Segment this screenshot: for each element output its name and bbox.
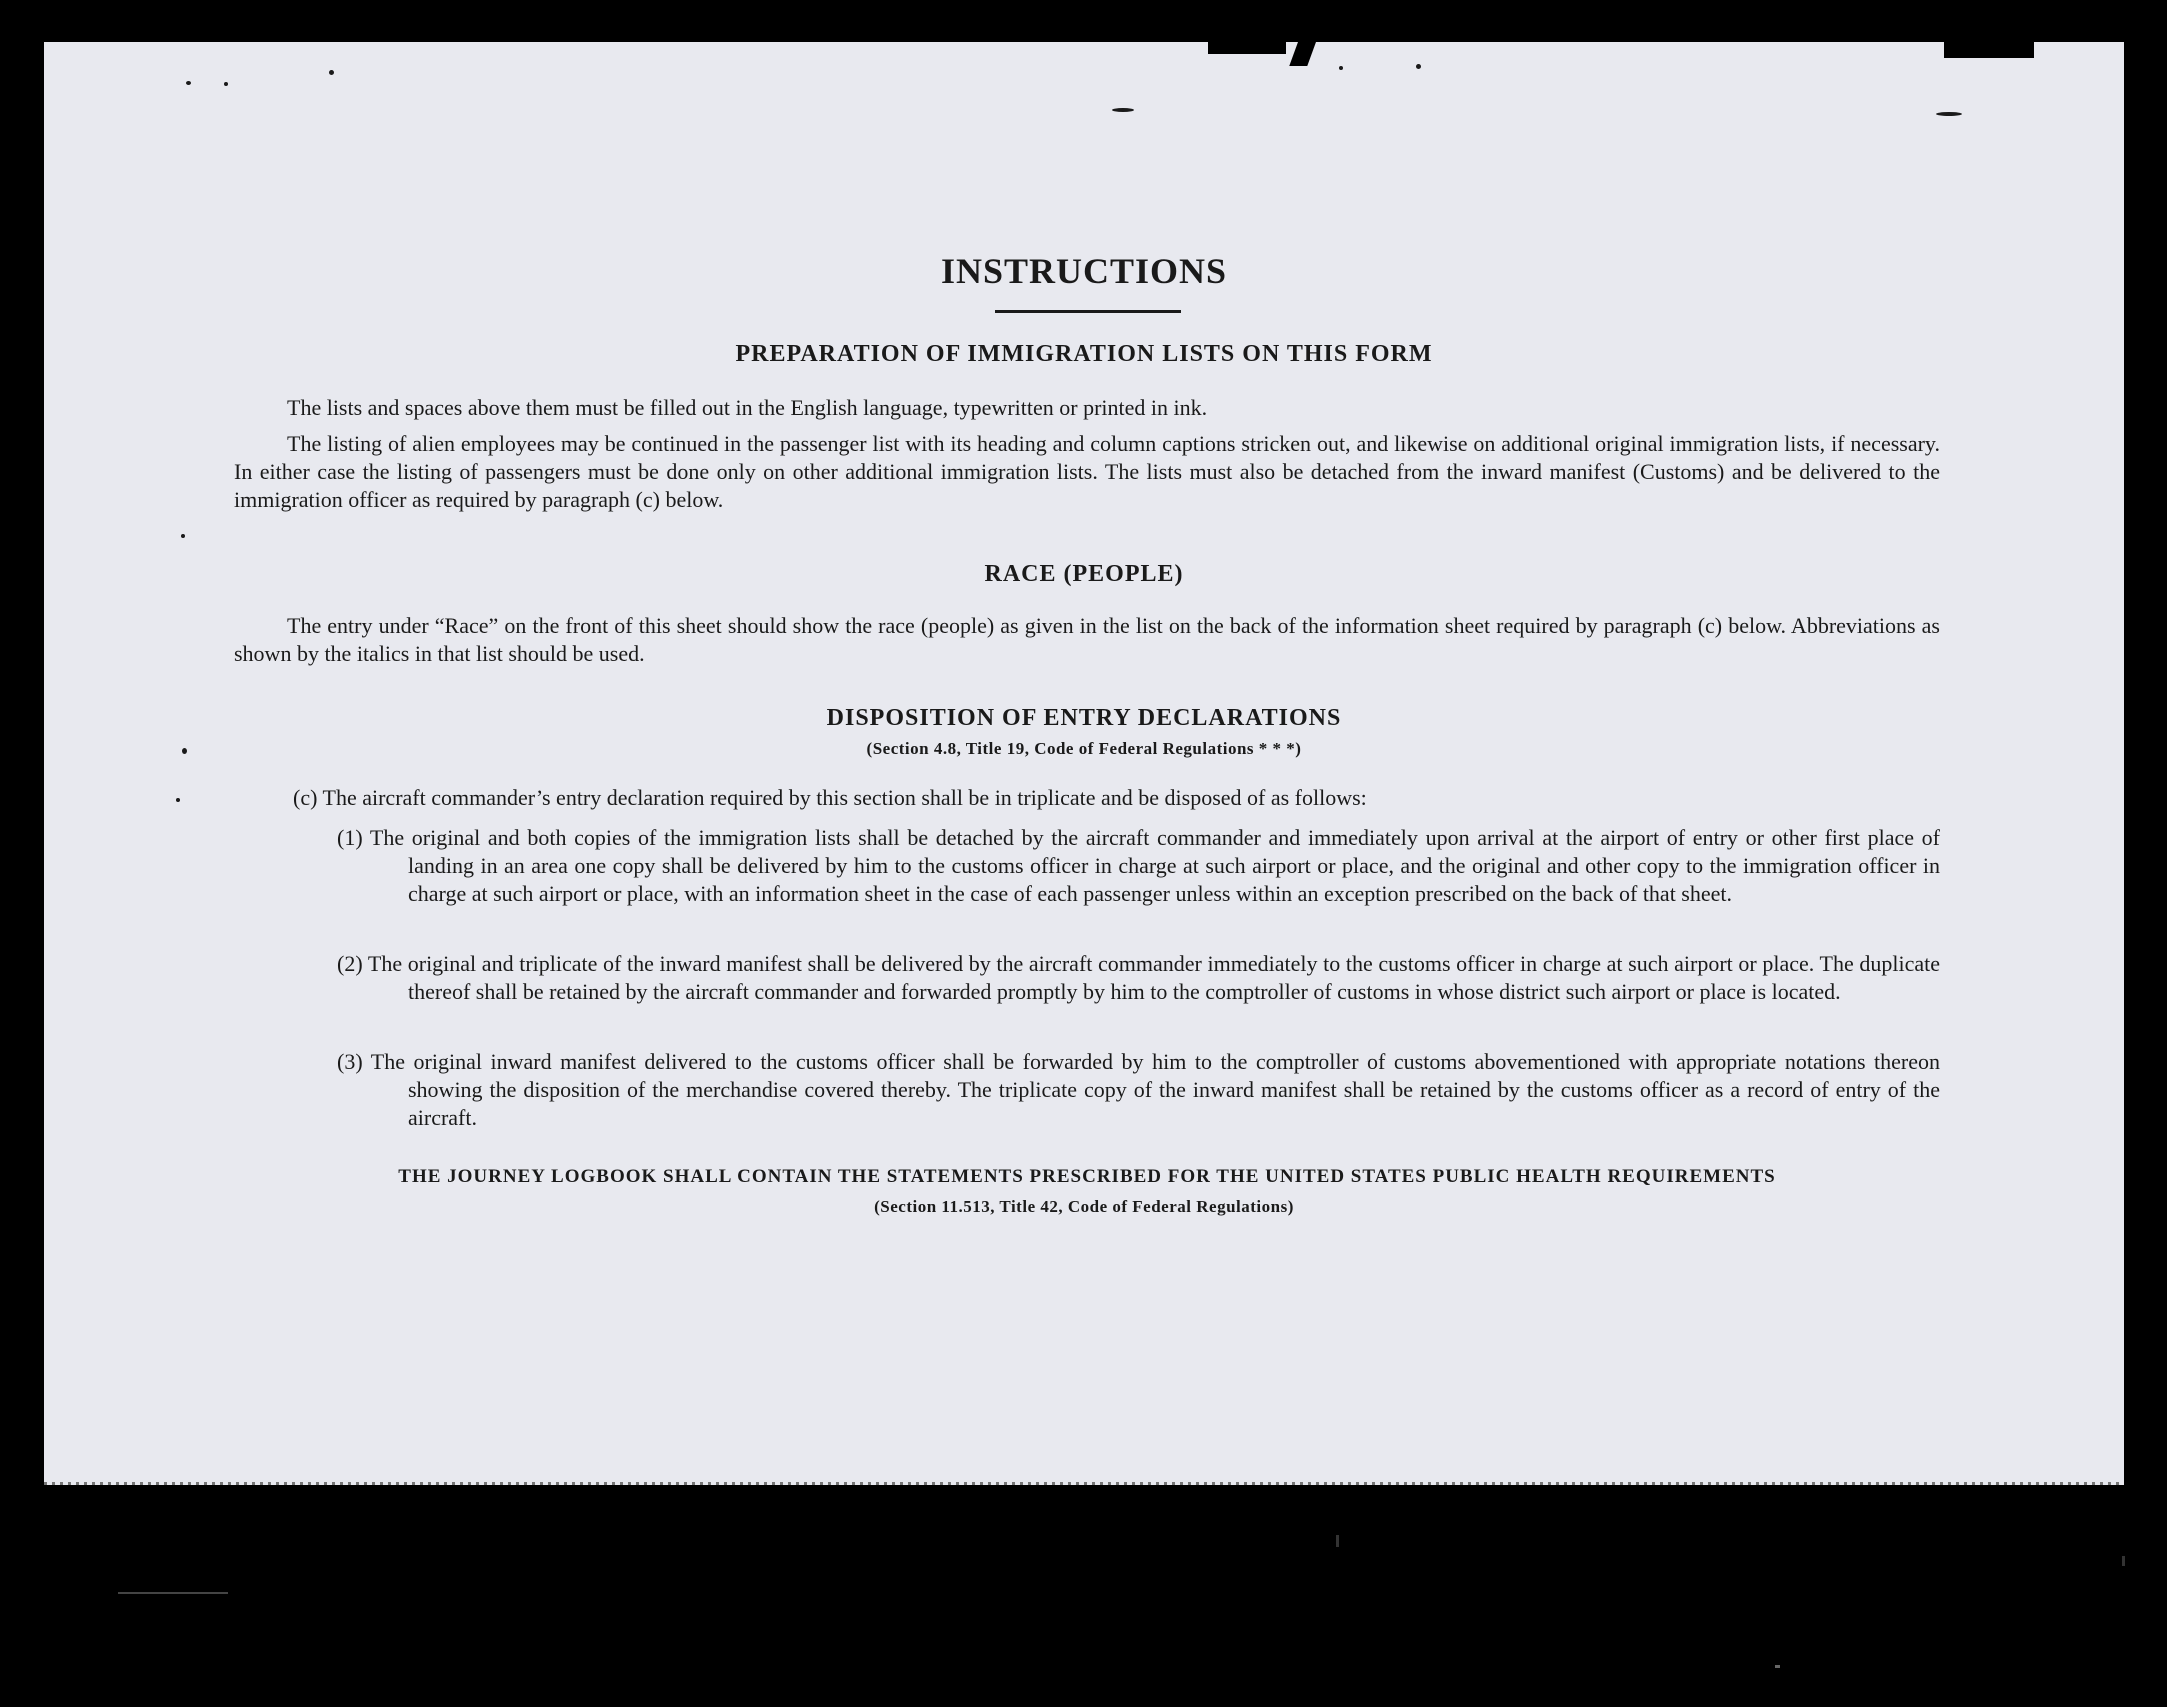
paper-sheet [44,42,2124,1485]
scan-artifact-line [118,1592,228,1594]
speck [1339,66,1343,70]
perforated-edge [44,1482,2124,1485]
disposition-item-1: (1) The original and both copies of the immigration lists shall be detached by the aircraft commander and immediately upon arrival at the airport of entry or other first place of landing in an area one copy shall be delivered by him to the customs officer in charge at such airport or place, and the original and other copy to the immigration officer in charge at such airport or place, with an information sheet in the case of each passenger unless within an exception prescribed on the back of that sheet. [337,825,1940,906]
speck [1936,112,1962,116]
disposition-intro: (c) The aircraft commander’s entry declaration required by this section shall be in triplicate and be disposed of as follows: [293,785,1367,810]
paragraph-race: The entry under “Race” on the front of this sheet should show the race (people) as given in the list on the back of the information sheet required by paragraph (c) below. Abbreviations as shown by the italics in that list should be used. [234,613,1940,666]
speck [176,798,180,802]
title-underline [995,310,1181,313]
speck [1416,64,1421,69]
paragraph-alien-employees: The listing of alien employees may be continued in the passenger list with its heading and column captions stricken out, and likewise on additional original immigration lists, if necessary. In either case the listing of passengers must be done only on other additional immigration lists. The lists must also be detached from the inward manifest (Customs) and be delivered to the immigration officer as required by paragraph (c) below. [234,431,1940,512]
scan-artifact-dot [2122,1556,2125,1566]
footer-citation: (Section 11.513, Title 42, Code of Federal Regulations) [874,1197,1294,1216]
section-heading-race: RACE (PEOPLE) [984,561,1184,587]
speck [1112,108,1134,112]
torn-edge-mark [1208,40,1286,54]
speck [329,70,334,75]
scan-artifact-dot [1336,1535,1339,1547]
scan-artifact-dot [1775,1665,1780,1668]
speck [186,81,191,85]
disposition-item-2: (2) The original and triplicate of the inward manifest shall be delivered by the aircraft commander immediately to the customs officer in charge at such airport or place. The duplicate thereof shall be retained by the aircraft commander and forwarded promptly by him to the comptroller of customs in whose district such airport or place is located. [337,951,1940,1004]
speck [181,534,185,538]
page-title: INSTRUCTIONS [940,251,1228,291]
disposition-citation: (Section 4.8, Title 19, Code of Federal Regulations * * *) [866,739,1302,758]
section-heading-preparation: PREPARATION OF IMMIGRATION LISTS ON THIS FORM [735,341,1433,367]
torn-edge-mark [1289,40,1316,66]
section-heading-disposition: DISPOSITION OF ENTRY DECLARATIONS [826,705,1342,731]
speck [224,82,228,86]
torn-edge-mark [1944,40,2034,58]
disposition-item-3: (3) The original inward manifest delivered to the customs officer shall be forwarded by him to the comptroller of customs abovementioned with appropriate notations thereon showing the disposition of the merchandise covered thereby. The triplicate copy of the inward manifest shall be retained by the customs officer as a record of entry of the aircraft. [337,1049,1940,1130]
paragraph-fill-out: The lists and spaces above them must be filled out in the English language, typewritten or printed in ink. [287,395,1208,420]
footer-statement: THE JOURNEY LOGBOOK SHALL CONTAIN THE STATEMENTS PRESCRIBED FOR THE UNITED STATES PUBLIC HEALTH REQUIREMENTS [398,1166,1776,1187]
